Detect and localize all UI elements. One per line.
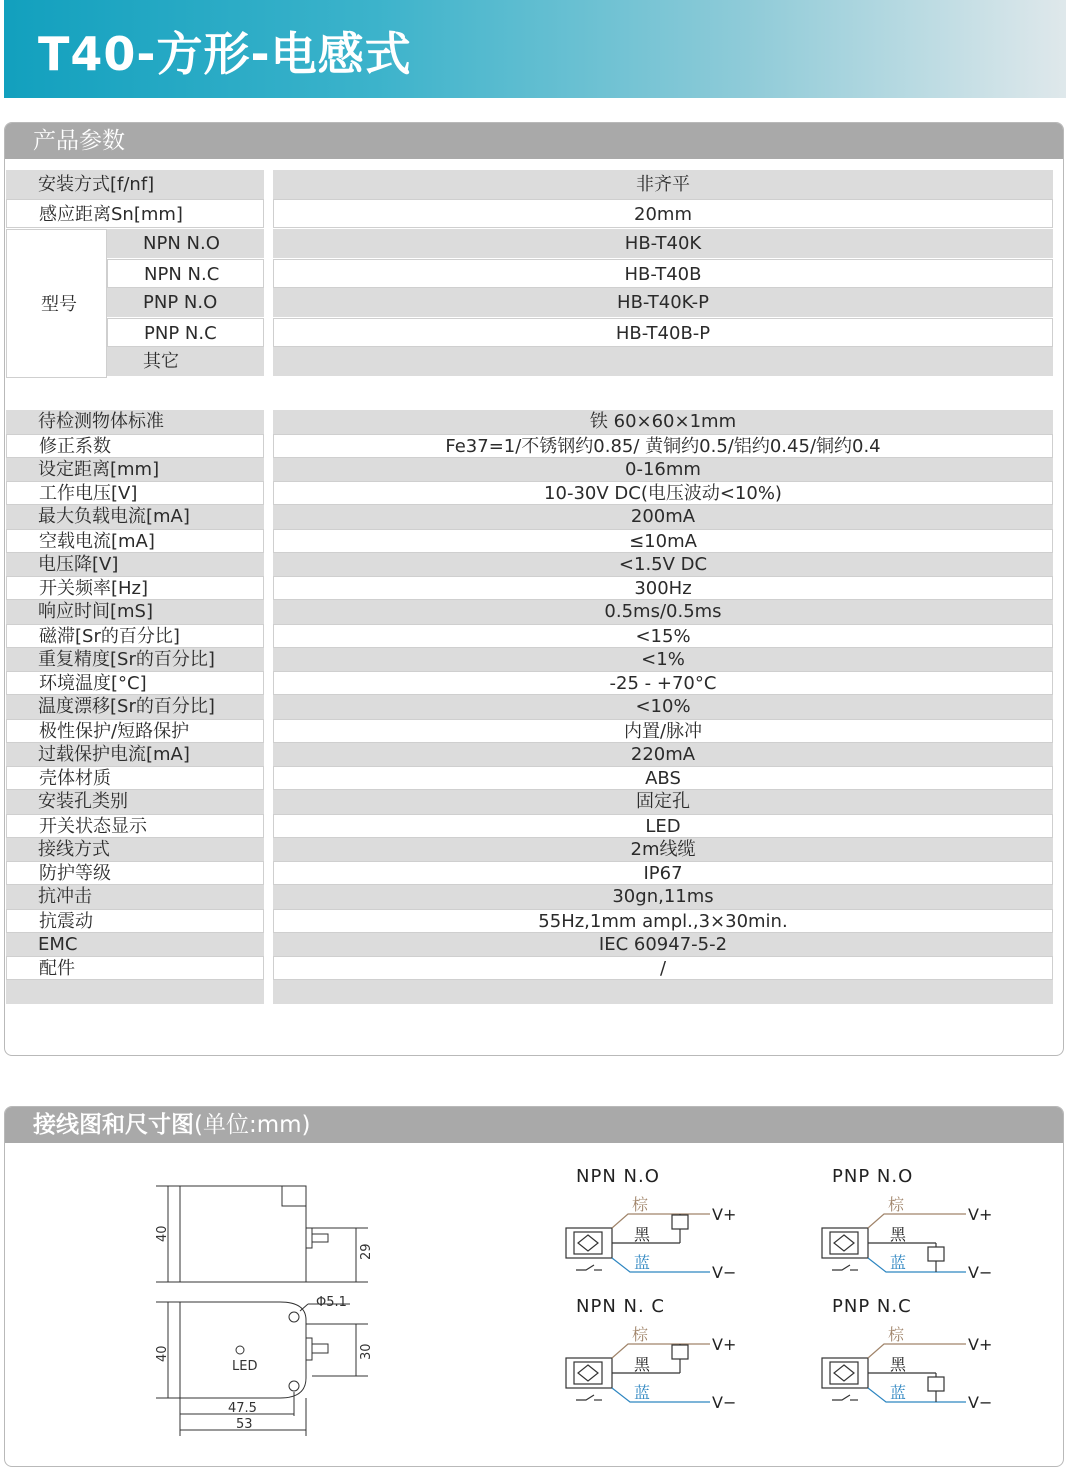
- model-type: NPN N.O: [107, 229, 264, 258]
- spec-value: -25 - +70°C: [273, 671, 1053, 695]
- wiring-diagram: [816, 1322, 1026, 1422]
- spec-label: 壳体材质: [6, 766, 264, 790]
- spec-label: 最大负载电流[mA]: [6, 505, 264, 529]
- spec-value: 铁 60×60×1mm: [273, 410, 1053, 434]
- spec-value: ABS: [273, 766, 1053, 790]
- dim-width-inner: 47.5: [228, 1401, 257, 1416]
- vminus-label: V−: [968, 1263, 993, 1282]
- page-title: T40-方形-电感式: [38, 27, 412, 81]
- spec-label: 极性保护/短路保护: [6, 719, 264, 743]
- spec-value: <1%: [273, 648, 1053, 672]
- spec-label: 设定距离[mm]: [6, 458, 264, 482]
- spec-label: 温度漂移[Sr的百分比]: [6, 695, 264, 719]
- dim-cable-top: 29: [359, 1243, 374, 1260]
- vplus-label: V+: [712, 1335, 737, 1354]
- section-header: [5, 1107, 1063, 1143]
- wiring-title: PNP N.O: [832, 1166, 914, 1187]
- spec-value: <10%: [273, 695, 1053, 719]
- spec-value: IEC 60947-5-2: [273, 933, 1053, 957]
- spec-value: 300Hz: [273, 576, 1053, 600]
- label-cell: 感应距离Sn[mm]: [6, 199, 264, 228]
- black-wire-label: 黑: [890, 1225, 907, 1244]
- brown-wire-label: 棕: [888, 1195, 905, 1214]
- model-type: PNP N.C: [107, 318, 264, 347]
- spec-value: 30gn,11ms: [273, 885, 1053, 909]
- spec-value: ≤10mA: [273, 529, 1053, 553]
- spec-value: /: [273, 956, 1053, 980]
- dimension-drawing: [150, 1180, 390, 1440]
- spec-value: 0-16mm: [273, 458, 1053, 482]
- vplus-label: V+: [968, 1335, 993, 1354]
- wiring-diagram: [560, 1322, 770, 1422]
- vminus-label: V−: [968, 1393, 993, 1412]
- dim-height-top: 40: [155, 1225, 170, 1242]
- filler-row: [273, 980, 1053, 1004]
- spec-value: 2m线缆: [273, 838, 1053, 862]
- spec-label: 磁滞[Sr的百分比]: [6, 624, 264, 648]
- spec-value: 10-30V DC(电压波动<10%): [273, 481, 1053, 505]
- value-cell: 20mm: [273, 199, 1053, 228]
- vminus-label: V−: [712, 1393, 737, 1412]
- spec-label: 安装孔类别: [6, 790, 264, 814]
- dim-cable-bottom: 30: [359, 1343, 374, 1360]
- section-header: 产品参数: [5, 123, 1063, 159]
- blue-wire-label: 蓝: [634, 1253, 651, 1272]
- spec-label: 响应时间[mS]: [6, 600, 264, 624]
- model-type: 其它: [107, 347, 264, 376]
- spec-label: 修正系数: [6, 434, 264, 458]
- spec-label: 重复精度[Sr的百分比]: [6, 648, 264, 672]
- spec-value: 0.5ms/0.5ms: [273, 600, 1053, 624]
- spec-label: 过载保护电流[mA]: [6, 743, 264, 767]
- wiring-title: NPN N. C: [576, 1296, 665, 1317]
- vplus-label: V+: [968, 1205, 993, 1224]
- spec-value: 55Hz,1mm ampl.,3×30min.: [273, 909, 1053, 933]
- black-wire-label: 黑: [634, 1355, 651, 1374]
- blue-wire-label: 蓝: [890, 1383, 907, 1402]
- vminus-label: V−: [712, 1263, 737, 1282]
- black-wire-label: 黑: [890, 1355, 907, 1374]
- spec-label: 工作电压[V]: [6, 481, 264, 505]
- spec-value: LED: [273, 814, 1053, 838]
- black-wire-label: 黑: [634, 1225, 651, 1244]
- spec-value: IP67: [273, 861, 1053, 885]
- model-value: [273, 347, 1053, 376]
- model-value: HB-T40B-P: [273, 318, 1053, 347]
- spec-label: 环境温度[°C]: [6, 671, 264, 695]
- wiring-diagram: [560, 1192, 770, 1292]
- model-label: 型号: [6, 229, 107, 378]
- spec-label: 接线方式: [6, 838, 264, 862]
- model-type: PNP N.O: [107, 288, 264, 317]
- blue-wire-label: 蓝: [634, 1383, 651, 1402]
- spec-label: 待检测物体标准: [6, 410, 264, 434]
- spec-label: 空载电流[mA]: [6, 529, 264, 553]
- spec-label: 配件: [6, 956, 264, 980]
- spec-label: 抗震动: [6, 909, 264, 933]
- brown-wire-label: 棕: [888, 1325, 905, 1344]
- spec-value: <1.5V DC: [273, 553, 1053, 577]
- dim-width-outer: 53: [236, 1417, 253, 1432]
- model-value: HB-T40B: [273, 259, 1053, 288]
- spec-label: 电压降[V]: [6, 553, 264, 577]
- dim-height-bottom: 40: [155, 1345, 170, 1362]
- blue-wire-label: 蓝: [890, 1253, 907, 1272]
- spec-value: 固定孔: [273, 790, 1053, 814]
- vplus-label: V+: [712, 1205, 737, 1224]
- spec-label: EMC: [6, 933, 264, 957]
- section-title: 接线图和尺寸图: [33, 1112, 194, 1138]
- model-value: HB-T40K: [273, 229, 1053, 258]
- model-type: NPN N.C: [107, 259, 264, 288]
- spec-value: 200mA: [273, 505, 1053, 529]
- section-unit: (单位:mm): [194, 1112, 311, 1138]
- spec-label: 抗冲击: [6, 885, 264, 909]
- label-cell: 安装方式[f/nf]: [6, 170, 264, 199]
- dim-hole: Φ5.1: [316, 1295, 347, 1310]
- wiring-diagram: [816, 1192, 1026, 1292]
- brown-wire-label: 棕: [632, 1195, 649, 1214]
- brown-wire-label: 棕: [632, 1325, 649, 1344]
- filler-row: [6, 980, 264, 1004]
- spec-value: 220mA: [273, 743, 1053, 767]
- title-banner: [4, 0, 1066, 98]
- wiring-title: NPN N.O: [576, 1166, 660, 1187]
- spec-label: 开关状态显示: [6, 814, 264, 838]
- model-value: HB-T40K-P: [273, 288, 1053, 317]
- wiring-title: PNP N.C: [832, 1296, 912, 1317]
- led-label: LED: [232, 1359, 258, 1374]
- spec-label: 开关频率[Hz]: [6, 576, 264, 600]
- spec-value: Fe37=1/不锈钢约0.85/ 黄铜约0.5/铝约0.45/铜约0.4: [273, 434, 1053, 458]
- spec-label: 防护等级: [6, 861, 264, 885]
- spec-value: <15%: [273, 624, 1053, 648]
- spec-value: 内置/脉冲: [273, 719, 1053, 743]
- value-cell: 非齐平: [273, 170, 1053, 199]
